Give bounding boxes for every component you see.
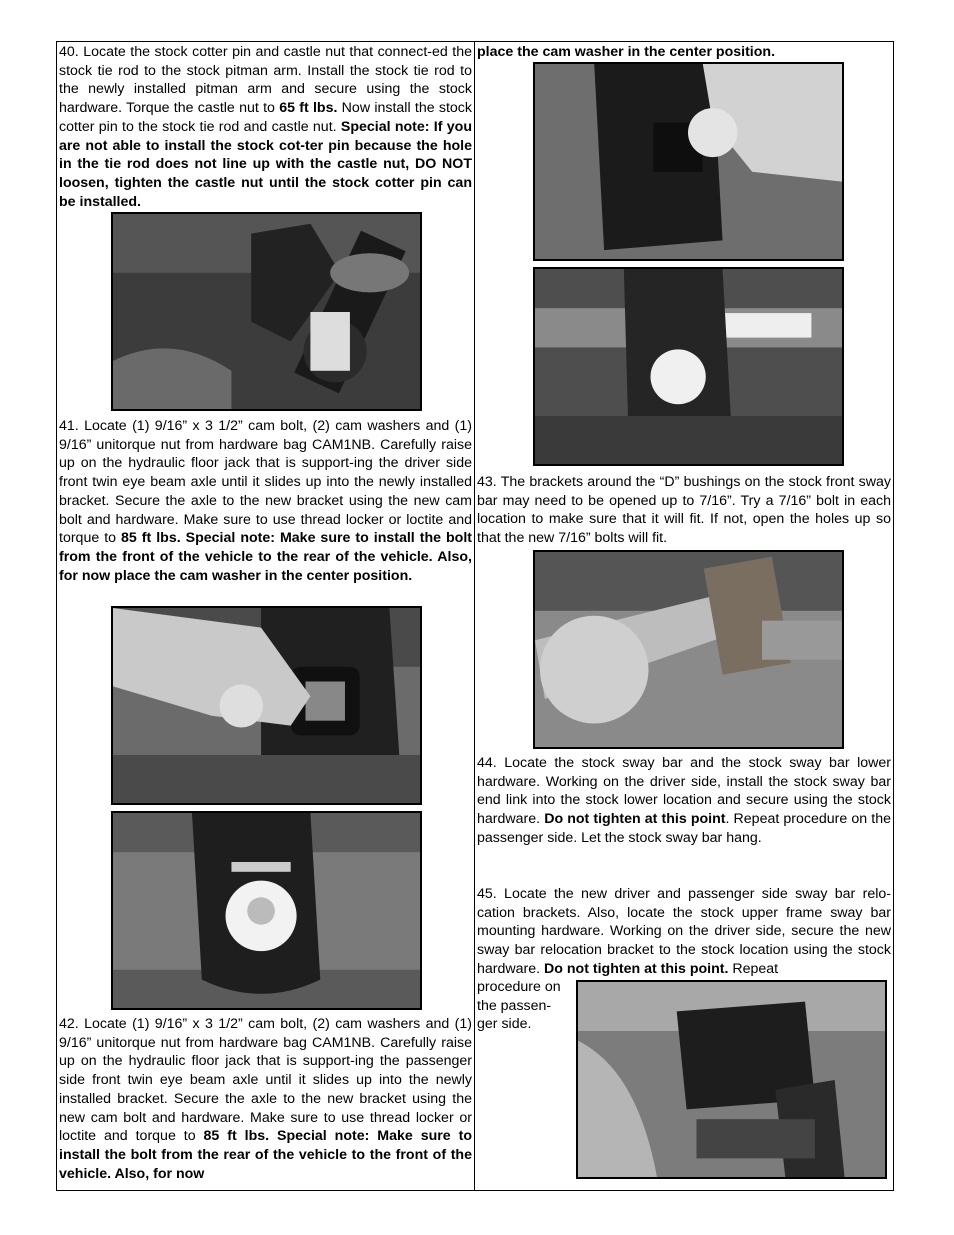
step-40-text: 40. Locate the stock cotter pin and castle nut that connect-ed the stock tie rod to the stock pitman arm. Install the stock tie rod to the newly installed pitman arm and secure using the stock hardware. Torque the castle nut to 65 ft lbs. Now install the stock cotter pin to the stock tie rod and castle nut. Special note: If you are not able to install the stock cot-ter pin because the hole in the tie rod does not line up with the castle nut, DO NOT loosen, tighten the castle nut until the stock cotter pin can be installed. [59, 44, 472, 210]
photo-driver-cam-bolt [111, 606, 422, 805]
step-45-tail-line-2: the passen- [477, 997, 552, 1014]
step-41-text: 41. Locate (1) 9/16” x 3 1/2” cam bolt, (2) cam washers and (1) 9/16” unitorque nut from hardware bag CAM1NB. Carefully raise up on the hydraulic floor jack that is support-ing the driver side front twin eye beam axle until it slides up into the newly installed bracket. Secure the axle to the new bracket using the new cam bolt and hardware. Make sure to use thread locker or loctite and torque to 85 ft lbs. Special note: Make sure to install the bolt from the front of the vehicle to the rear of the vehicle. Also, for now place the cam washer in the center position. [59, 418, 472, 584]
photo-pitman-arm [111, 212, 422, 411]
photo-sway-bar-relocation-bracket [576, 980, 887, 1179]
photo-passenger-cam-washer [533, 267, 844, 466]
step-45-tail [477, 978, 573, 1034]
step-43-text: 43. The brackets around the “D” bushings on the stock front sway bar may need to be opened up to 7/16”. Try a 7/16” bolt in each location to make sure that it will fit. If not, open the holes up so that the new 7/16” bolts will fit. [477, 474, 891, 547]
photo-d-bushing-bracket [533, 550, 844, 749]
step-44-text: 44. Locate the stock sway bar and the stock sway bar lower hardware. Working on the driver side, install the stock sway bar end link into the stock lower location and secure using the stock hardware. Do not tighten at this point. Repeat procedure on the passenger side. Let the stock sway bar hang. [477, 755, 892, 846]
step-45-tail-line-1: procedure on [477, 979, 561, 995]
photo-driver-cam-washer [111, 811, 422, 1010]
step-45-text: 45. Locate the new driver and passenger side sway bar relo-cation brackets. Also, locate the stock upper frame sway bar mounting hardware. Working on the driver side, secure the new sway bar relocation bracket to the stock location using the stock hardware. Do not tighten at this point. Repeat [477, 886, 891, 977]
column-divider [474, 41, 475, 1191]
step-42-text: 42. Locate (1) 9/16” x 3 1/2” cam bolt, (2) cam washers and (1) 9/16” unitorque nut from hardware bag CAM1NB. Carefully raise up on the hydraulic floor jack that is support-ing the passenger side front twin eye beam axle until it slides up into the newly installed bracket. Secure the axle to the new bracket using the new cam bolt and hardware. Make sure to use thread locker or loctite and torque to 85 ft lbs. Special note: Make sure to install the bolt from the rear of the vehicle to the front of the vehicle. Also, for now [59, 1016, 472, 1182]
photo-passenger-cam-bolt [533, 62, 844, 261]
step-42-continued: place the cam washer in the center position. [477, 44, 776, 60]
step-45-tail-line-3: ger side. [477, 1016, 532, 1033]
